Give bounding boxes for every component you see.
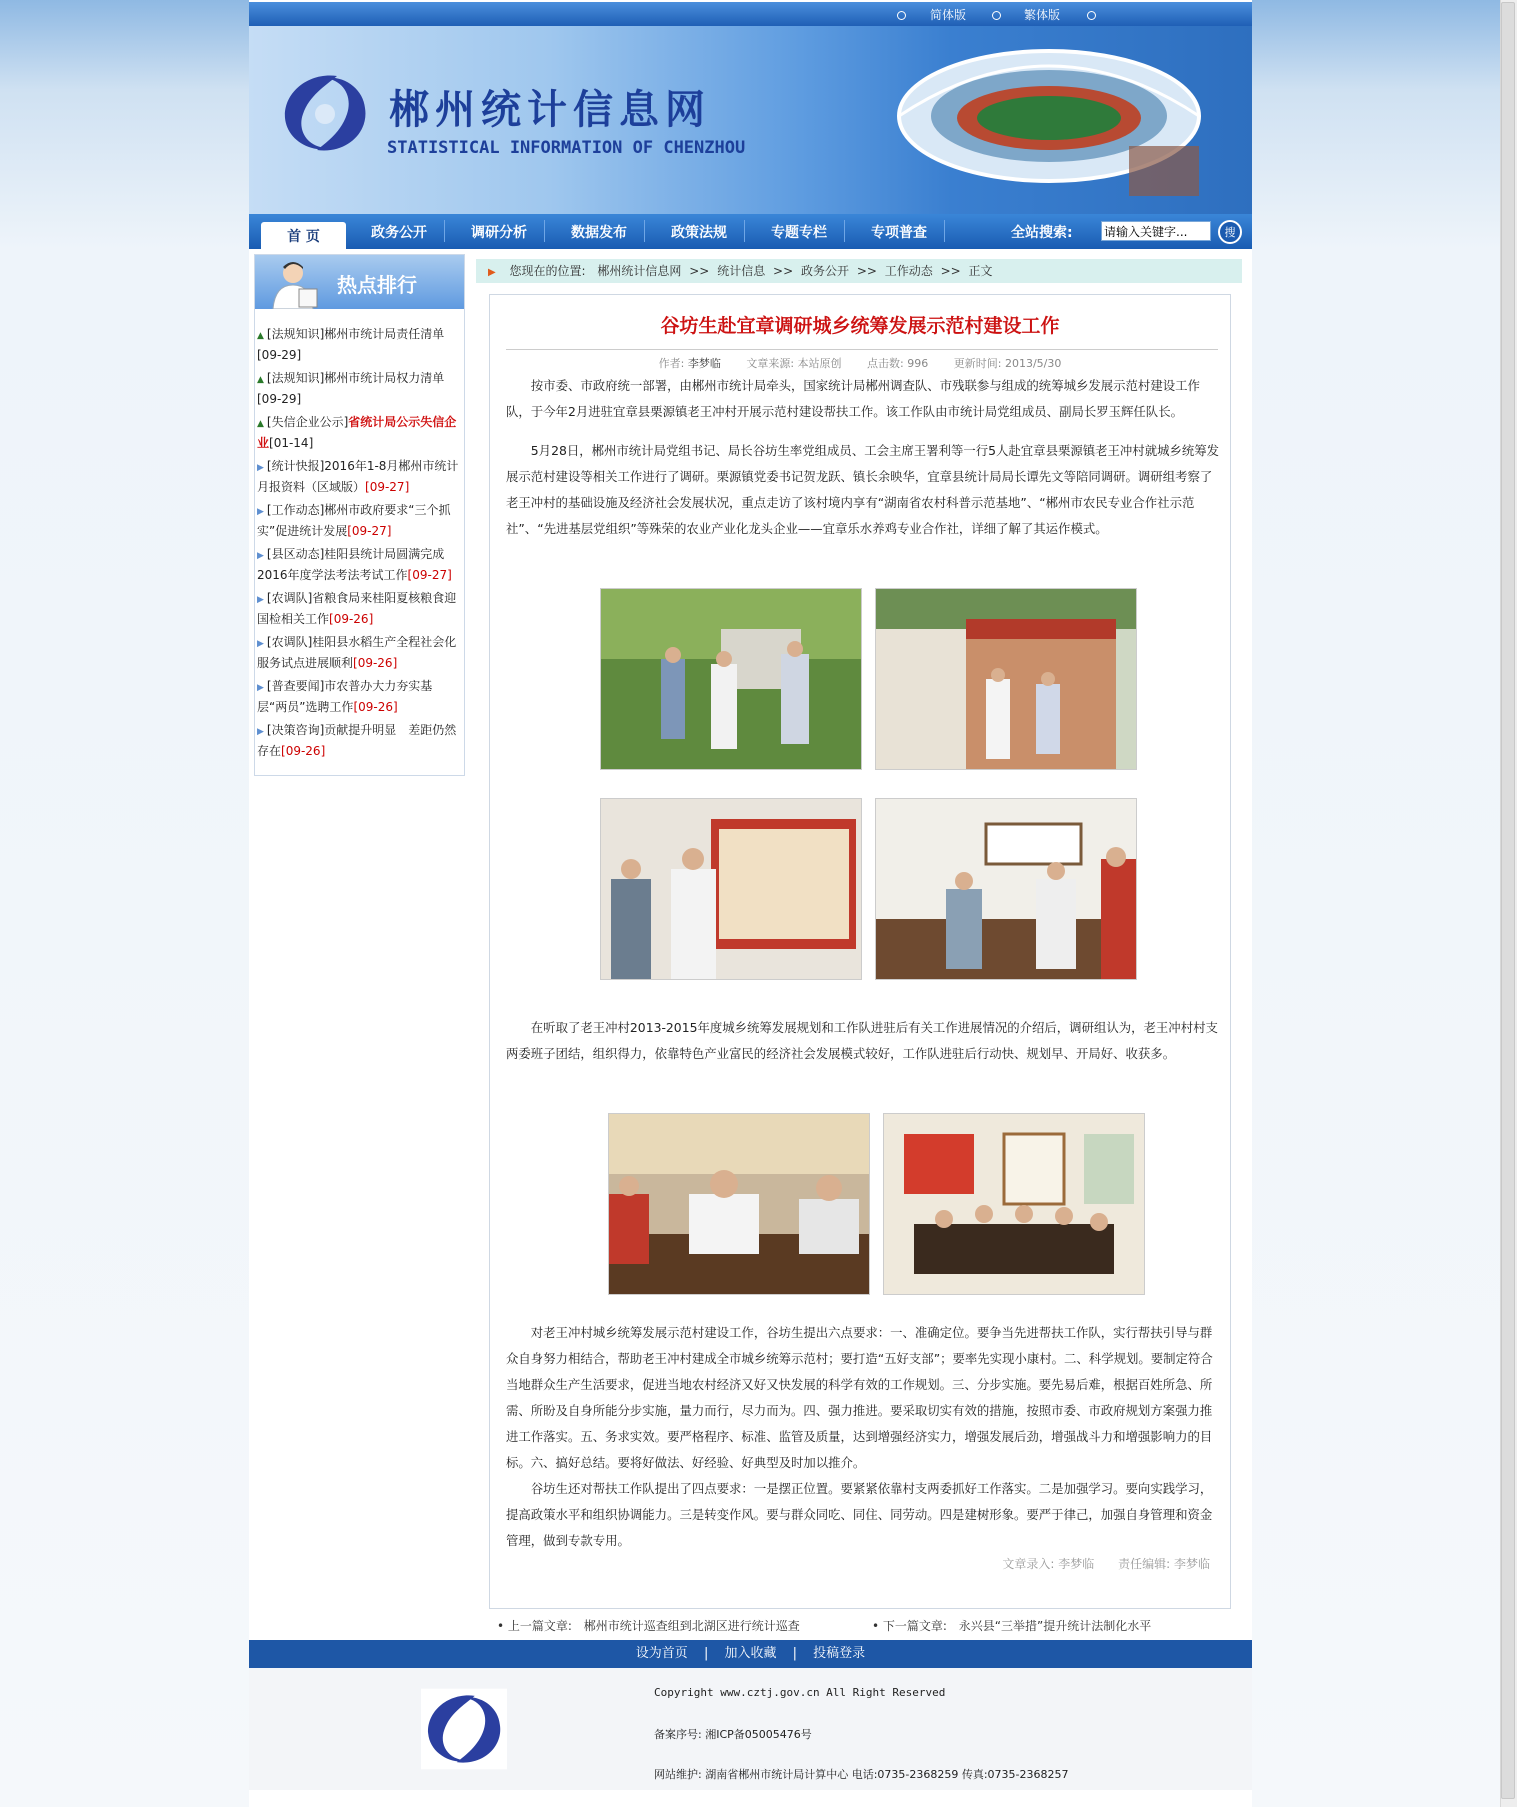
breadcrumb-separator: >> (856, 264, 877, 278)
top-bar (249, 2, 1252, 26)
breadcrumb-prefix: 您现在的位置: (509, 264, 586, 278)
hot-item[interactable] (257, 457, 462, 497)
hot-item-text[interactable]: [农调队]省粮食局来桂阳夏核粮食迎国检相关工作 (257, 591, 457, 626)
source-label: 文章来源: (746, 357, 795, 370)
hot-item-text[interactable]: [法规知识]郴州市统计局责任清单 (266, 327, 445, 341)
hot-item-date: [09-27] (347, 524, 392, 538)
author-label: 作者: (658, 357, 685, 370)
hot-item[interactable] (257, 325, 462, 365)
sidebar-header (255, 255, 464, 309)
maintainer-text: 网站维护: 湖南省郴州市统计局计算中心 电话:0735-2368259 传真:0735-2368257 (654, 1768, 1069, 1781)
next-link[interactable]: 永兴县“三举措”提升统计法制化水平 (958, 1619, 1152, 1633)
hot-item[interactable] (257, 721, 462, 761)
simplified-link[interactable]: 简体版 (930, 8, 967, 22)
tri-icon: ▲ (257, 375, 264, 385)
triangle-right-icon: ▶ (257, 507, 264, 517)
hot-item-text[interactable]: [普查要闻]市农普办大力夯实基层“两员”选聘工作 (257, 679, 433, 714)
prev-link[interactable]: 郴州市统计巡查组到北湖区进行统计巡查 (583, 1619, 800, 1633)
bullet-icon (897, 11, 906, 20)
submit-login-link[interactable]: 投稿登录 (813, 1646, 866, 1661)
clicks-value: 996 (907, 357, 929, 370)
copyright-text: Copyright www.cztj.gov.cn All Right Reserved (654, 1686, 946, 1699)
entry-label: 文章录入: (1002, 1557, 1055, 1571)
hot-item-date: [09-27] (365, 480, 410, 494)
icp-text: 备案序号: 湘ICP备05005476号 (654, 1728, 812, 1741)
tri-icon: ▲ (257, 419, 264, 429)
hot-item[interactable] (257, 633, 462, 673)
hot-item[interactable] (257, 677, 462, 717)
hot-item-text[interactable]: [失信企业公示] (266, 415, 349, 429)
nav-item-topics[interactable]: 专题专栏 (771, 225, 827, 241)
triangle-right-icon: ▶ (257, 639, 264, 649)
hot-item[interactable] (257, 413, 462, 453)
hot-item-date: [09-26] (353, 656, 398, 670)
hot-item[interactable] (257, 501, 462, 541)
prev-article[interactable] (497, 1617, 800, 1634)
article-paragraph: 按市委、市政府统一部署，由郴州市统计局牵头，国家统计局郴州调查队、市残联参与组成的统筹城乡发展示范村建设工作队，于今年2月进驻宜章县栗源镇老王冲村开展示范村建设帮扶工作。该工作队由市统计局党组成员、副局长罗玉辉任队长。 (506, 378, 1200, 419)
nav-divider (444, 220, 445, 242)
footer-links-bar (249, 1640, 1252, 1668)
next-article[interactable] (872, 1617, 1151, 1634)
bullet-icon: • (497, 1619, 505, 1633)
entry-value: 李梦临 (1058, 1557, 1095, 1571)
arrow-icon: ▶ (488, 267, 496, 278)
hot-item-text[interactable]: [法规知识]郴州市统计局权力清单 (266, 371, 445, 385)
triangle-right-icon: ▶ (257, 727, 264, 737)
nav-item-census[interactable]: 专项普查 (871, 225, 927, 241)
breadcrumb-gov-affairs[interactable]: 政务公开 (800, 264, 849, 278)
triangle-right-icon: ▶ (257, 551, 264, 561)
bullet-icon (1087, 11, 1096, 20)
hot-item[interactable] (257, 589, 462, 629)
footer (249, 1668, 1252, 1790)
nav-divider (744, 220, 745, 242)
triangle-right-icon: ▶ (257, 463, 264, 473)
bullet-icon (992, 11, 1001, 20)
article-photo (600, 798, 862, 980)
article-paragraph: 在听取了老王冲村2013-2015年度城乡统筹发展规划和工作队进驻后有关工作进展情况的介绍后，调研组认为，老王冲村村支两委班子团结，组织得力，依靠特色产业富民的经济社会发展模式较好，工作队进驻后行动快、规划早、开局好、收获多。 (506, 1020, 1218, 1061)
hot-item-text[interactable]: [工作动态]郴州市政府要求“三个抓实”促进统计发展 (257, 503, 451, 538)
hot-item-date: [09-29] (257, 348, 302, 362)
hot-item[interactable] (257, 545, 462, 585)
article-paragraph: 5月28日，郴州市统计局党组书记、局长谷坊生率党组成员、工会主席王署利等一行5人赴宜章县栗源镇老王冲村就城乡统筹发展示范村建设等相关工作进行了调研。栗源镇党委书记贺龙跃、镇长余映华，宜章县统计局局长谭先文等陪同调研。调研组考察了老王冲村的基础设施及经济社会发展状况，重点走访了该村境内享有“湖南省农村科普示范基地”、“郴州市农民专业合作社示范社”、“先进基层党组织”等殊荣的农业产业化龙头企业——宜章乐水养鸡专业合作社，详细了解了其运作模式。 (506, 443, 1220, 536)
hot-item[interactable] (257, 369, 462, 409)
nav-item-policy[interactable]: 政策法规 (671, 225, 727, 241)
bullet-icon: • (872, 1619, 880, 1633)
breadcrumb-separator: >> (773, 264, 794, 278)
nav-divider (944, 220, 945, 242)
editor-value: 李梦临 (1173, 1557, 1210, 1571)
article-panel (489, 294, 1231, 1609)
hot-item-date: [09-29] (257, 392, 302, 406)
site-logo-icon (277, 68, 373, 158)
search-input[interactable] (1101, 221, 1211, 241)
hot-item-date: [09-26] (353, 700, 398, 714)
editor-label: 责任编辑: (1118, 1557, 1171, 1571)
article-meta (490, 355, 1230, 371)
search-label: 全站搜索: (1011, 225, 1073, 241)
breadcrumb-separator: >> (689, 264, 710, 278)
site-title: 郴州统计信息网 (389, 87, 711, 133)
article-title: 谷坊生赴宜章调研城乡统筹发展示范村建设工作 (660, 315, 1060, 337)
prev-label: 上一篇文章: (507, 1619, 572, 1633)
nav-item-data[interactable]: 数据发布 (571, 225, 627, 241)
site-subtitle: STATISTICAL INFORMATION OF CHENZHOU (387, 138, 746, 158)
person-icon (267, 259, 323, 309)
breadcrumb-current: 正文 (968, 264, 993, 278)
scrollbar-thumb[interactable] (1501, 2, 1515, 1799)
search-button[interactable]: 搜 (1218, 220, 1242, 244)
hot-item-date: [09-27] (407, 568, 452, 582)
page-container (249, 0, 1252, 1807)
hot-item-date: [09-26] (329, 612, 374, 626)
article-photo (875, 798, 1137, 980)
triangle-right-icon: ▶ (257, 683, 264, 693)
article-paragraph: 谷坊生还对帮扶工作队提出了四点要求：一是摆正位置。要紧紧依靠村支两委抓好工作落实。二是加强学习。要向实践学习，提高政策水平和组织协调能力。三是转变作风。要与群众同吃、同住、同劳动。四是建树形象。要严于律己，加强自身管理和资金管理，做到专款专用。 (506, 1481, 1213, 1548)
nav-divider (644, 220, 645, 242)
set-homepage-link[interactable]: 设为首页 (635, 1646, 688, 1661)
hot-item-date: [01-14] (269, 436, 314, 450)
author-value: 李梦临 (687, 357, 721, 370)
next-label: 下一篇文章: (882, 1619, 947, 1633)
article-photo (600, 588, 862, 770)
nav-item-research[interactable]: 调研分析 (471, 225, 527, 241)
stadium-image (889, 36, 1209, 196)
sidebar-title: 热点排行 (337, 273, 417, 297)
traditional-link[interactable]: 繁体版 (1024, 8, 1061, 22)
nav-divider (844, 220, 845, 242)
footer-logo-icon (421, 1688, 507, 1770)
article-paragraph: 对老王冲村城乡统筹发展示范村建设工作，谷坊生提出六点要求：一、准确定位。要争当先进帮扶工作队，实行帮扶引导与群众自身努力相结合，帮助老王冲村建成全市城乡统筹示范村；要打造“五好支部”；要率先实现小康村。二、科学规划。要制定符合当地群众生产生活要求，促进当地农村经济又好又快发展的科学有效的工作规划。三、分步实施。要先易后难，根据百姓所急、所需、所盼及自身所能分步实施，量力而行，尽力而为。四、强力推进。要采取切实有效的措施，按照市委、市政府规划方案强力推进工作落实。五、务求实效。要严格程序、标准、监管及质量，达到增强经济实力，增强发展后劲，增强战斗力和增强影响力的目标。六、搞好总结。要将好做法、好经验、好典型及时加以推介。 (506, 1325, 1213, 1470)
article-photo (883, 1113, 1145, 1295)
hot-item-text[interactable]: [县区动态]桂阳县统计局圆满完成2016年度学法考法考试工作 (257, 547, 445, 582)
prev-next-links (489, 1614, 1249, 1636)
breadcrumb-separator: >> (940, 264, 961, 278)
updated-label: 更新时间: (953, 357, 1002, 370)
page-scrollbar[interactable] (1500, 0, 1517, 1807)
article-footer-meta (1002, 1555, 1210, 1572)
source-value: 本站原创 (797, 357, 842, 370)
breadcrumb-stats-info[interactable]: 统计信息 (717, 264, 766, 278)
main-nav (249, 214, 1252, 249)
nav-divider (544, 220, 545, 242)
hot-item-text[interactable]: [统计快报]2016年1-8月郴州市统计月报资料（区域版） (257, 459, 459, 494)
nav-item-home[interactable]: 首 页 (261, 222, 346, 249)
footer-separator: | (703, 1646, 709, 1661)
breadcrumb (476, 259, 1242, 283)
footer-separator: | (792, 1646, 798, 1661)
breadcrumb-home[interactable]: 郴州统计信息网 (597, 264, 682, 278)
nav-item-gov-affairs[interactable]: 政务公开 (371, 225, 427, 241)
hot-item-text[interactable]: [决策咨询]贡献提升明显 差距仍然存在 (257, 723, 457, 758)
title-divider (506, 349, 1218, 350)
article-photo (875, 588, 1137, 770)
article-photo (608, 1113, 870, 1295)
hot-item-date: [09-26] (281, 744, 326, 758)
hot-item-text[interactable]: [农调队]桂阳县水稻生产全程社会化服务试点进展顺利 (257, 635, 457, 670)
updated-value: 2013/5/30 (1004, 357, 1062, 370)
tri-icon: ▲ (257, 331, 264, 341)
add-favorite-link[interactable]: 加入收藏 (724, 1646, 777, 1661)
site-banner (249, 26, 1252, 214)
breadcrumb-work-news[interactable]: 工作动态 (884, 264, 933, 278)
triangle-right-icon: ▶ (257, 595, 264, 605)
hot-item-highlight[interactable]: 省统计局公示失信企业 (257, 415, 457, 450)
hot-ranking-sidebar (254, 254, 465, 776)
clicks-label: 点击数: (867, 357, 904, 370)
